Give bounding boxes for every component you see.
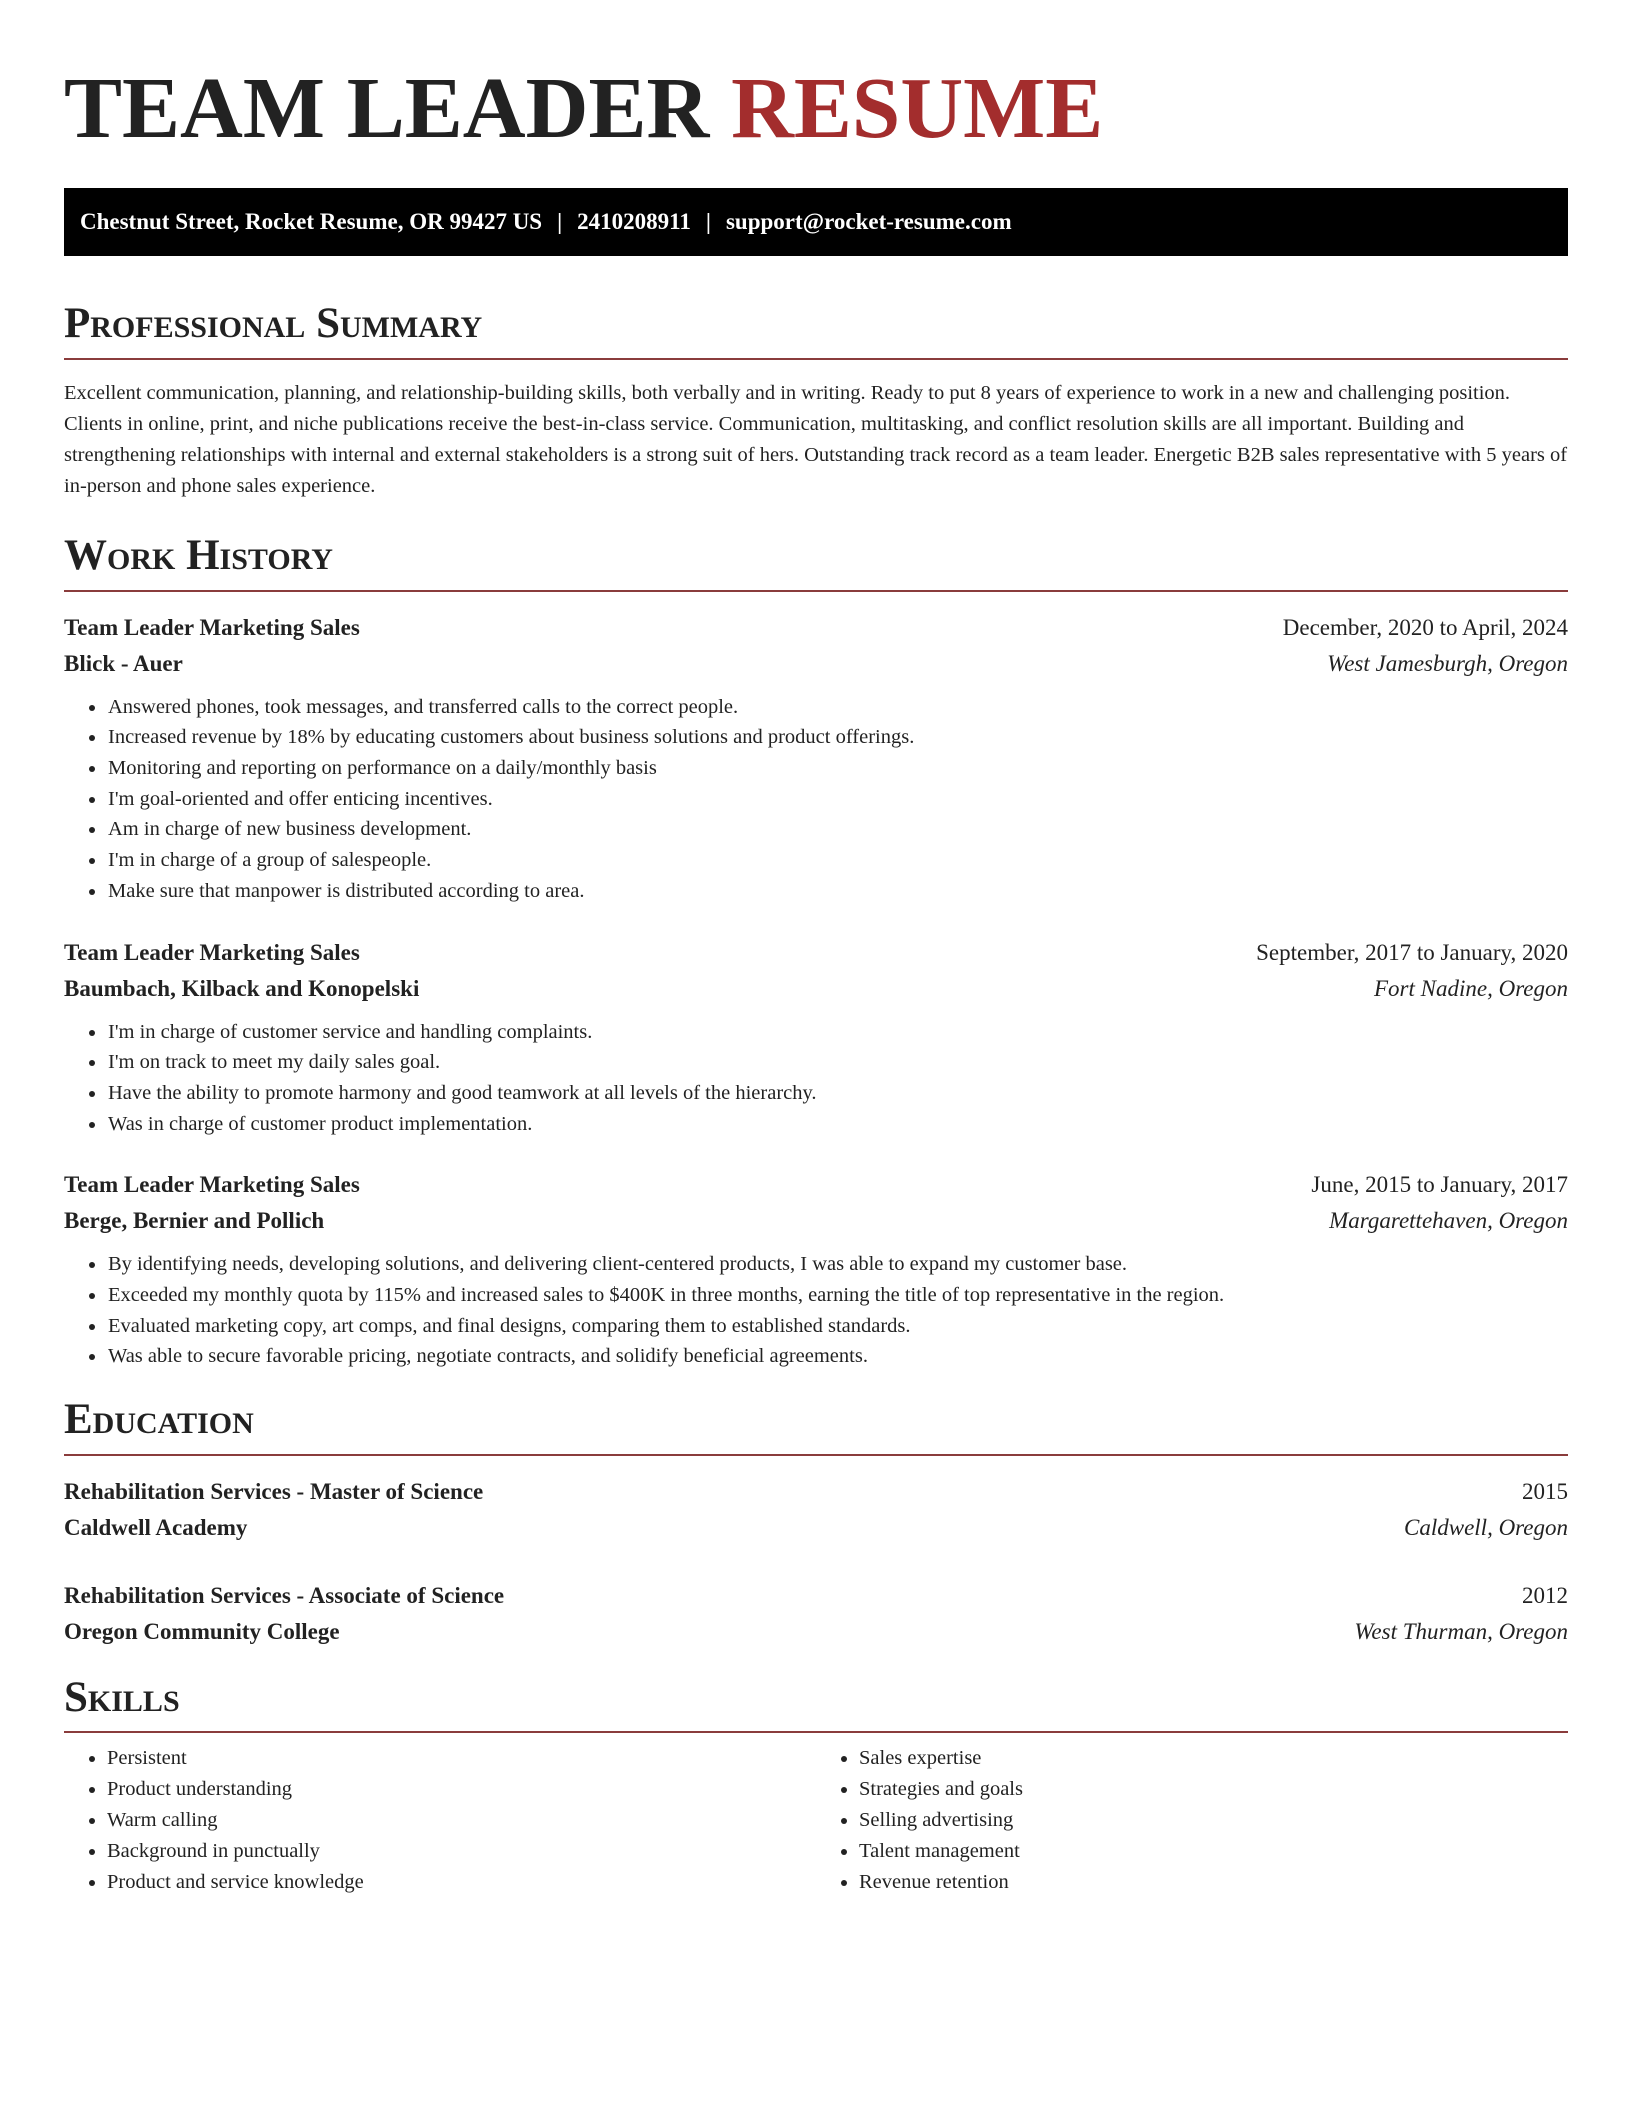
skills-columns [64,1743,1568,1898]
job-entry [64,610,1568,907]
list-item: • I'm in charge of a group of salespeople. [107,845,1568,876]
job-location: Margarettehaven, Oregon [1329,1208,1568,1234]
section-divider [64,358,1568,360]
work-history-section [64,530,1568,1372]
list-item: • Strategies and goals [859,1774,1568,1805]
list-item: • Product understanding [107,1774,816,1805]
resume-title [64,0,1568,160]
job-header-row [64,610,1568,646]
list-item: • By identifying needs, developing solutions, and delivering client-centered products, I was able to expand my customer base. [107,1249,1568,1280]
list-item: • Talent management [859,1836,1568,1867]
job-location: Fort Nadine, Oregon [1374,975,1568,1001]
title-accent: RESUME [731,59,1104,156]
job-company-row [64,646,1568,682]
job-company-row [64,971,1568,1007]
skills-left-list [64,1743,816,1898]
summary-heading: Professional Summary [64,300,483,348]
list-item: • Am in charge of new business development. [107,814,1568,845]
job-header-row [64,1167,1568,1203]
education-header-row [64,1578,1568,1614]
list-item: • Have the ability to promote harmony and good teamwork at all levels of the hierarchy. [107,1078,1568,1109]
skills-right-list [816,1743,1568,1898]
job-entry [64,1167,1568,1372]
list-item: • Exceeded my monthly quota by 115% and increased sales to $400K in three months, earning the title of top representative in the region. [107,1280,1568,1311]
job-title: Team Leader Marketing Sales [64,614,360,640]
contact-bar [64,188,1568,256]
education-location: Caldwell, Oregon [1404,1514,1568,1540]
work-history-heading: Work History [64,531,333,579]
section-divider [64,590,1568,592]
job-dates: December, 2020 to April, 2024 [1282,614,1568,640]
education-section [64,1394,1568,1650]
job-company: Berge, Bernier and Pollich [64,1208,325,1234]
education-school: Caldwell Academy [64,1514,248,1540]
job-dates: September, 2017 to January, 2020 [1256,939,1568,965]
education-year: 2015 [1522,1478,1568,1504]
education-school-row [64,1614,1568,1650]
list-item: • Was in charge of customer product implementation. [107,1109,1568,1140]
job-company: Baumbach, Kilback and Konopelski [64,975,420,1001]
list-item: • Persistent [107,1743,816,1774]
section-divider [64,1731,1568,1733]
education-degree: Rehabilitation Services - Master of Science [64,1478,484,1504]
list-item: • Product and service knowledge [107,1867,816,1898]
job-entry [64,935,1568,1140]
contact-separator: | [705,209,711,235]
list-item: • Monitoring and reporting on performance on a daily/monthly basis [107,753,1568,784]
list-item: • Answered phones, took messages, and transferred calls to the correct people. [107,692,1568,723]
job-title: Team Leader Marketing Sales [64,1172,360,1198]
contact-email: support@rocket-resume.com [725,209,1012,235]
job-title: Team Leader Marketing Sales [64,939,360,965]
job-bullets [64,692,1568,907]
summary-text: Excellent communication, planning, and relationship-building skills, both verbally and in writing. Ready to put 8 years of experience to work in a new and challenging position. Clients in online, print, and niche publications receive the best-in-class service. Communication, multitasking, and conflict resolution skills are all important. Building and strengthening relationships with internal and external stakeholders is a strong suit of hers. Outstanding track record as a team leader. Energetic B2B sales representative with 5 years of in-person and phone sales experience. [64,381,1568,497]
job-company: Blick - Auer [64,650,183,676]
job-location: West Jamesburgh, Oregon [1327,650,1568,676]
list-item: • Revenue retention [859,1867,1568,1898]
education-year: 2012 [1522,1582,1568,1608]
list-item: • I'm goal-oriented and offer enticing incentives. [107,784,1568,815]
list-item: • Warm calling [107,1805,816,1836]
title-main: TEAM LEADER [64,59,710,156]
job-dates: June, 2015 to January, 2017 [1311,1172,1568,1198]
list-item: • Make sure that manpower is distributed according to area. [107,876,1568,907]
section-divider [64,1454,1568,1456]
job-bullets [64,1017,1568,1140]
job-bullets [64,1249,1568,1372]
summary-section [64,298,1568,502]
list-item: • Background in punctually [107,1836,816,1867]
list-item: • Increased revenue by 18% by educating customers about business solutions and product offerings. [107,722,1568,753]
education-school-row [64,1510,1568,1546]
education-location: West Thurman, Oregon [1354,1618,1568,1644]
education-entry [64,1578,1568,1650]
job-header-row [64,935,1568,971]
contact-phone: 2410208911 [577,209,691,235]
list-item: • Evaluated marketing copy, art comps, and final designs, comparing them to established standards. [107,1311,1568,1342]
contact-address: Chestnut Street, Rocket Resume, OR 99427 US [80,209,543,235]
list-item: • Was able to secure favorable pricing, negotiate contracts, and solidify beneficial agreements. [107,1341,1568,1372]
job-company-row [64,1203,1568,1239]
education-heading: Education [64,1396,254,1444]
skills-heading: Skills [64,1673,180,1721]
education-entry [64,1474,1568,1546]
list-item: • I'm on track to meet my daily sales goal. [107,1047,1568,1078]
education-school: Oregon Community College [64,1618,340,1644]
list-item: • I'm in charge of customer service and handling complaints. [107,1017,1568,1048]
list-item: • Sales expertise [859,1743,1568,1774]
contact-separator: | [557,209,563,235]
list-item: • Selling advertising [859,1805,1568,1836]
education-degree: Rehabilitation Services - Associate of Science [64,1582,505,1608]
skills-section [64,1672,1568,1899]
education-header-row [64,1474,1568,1510]
